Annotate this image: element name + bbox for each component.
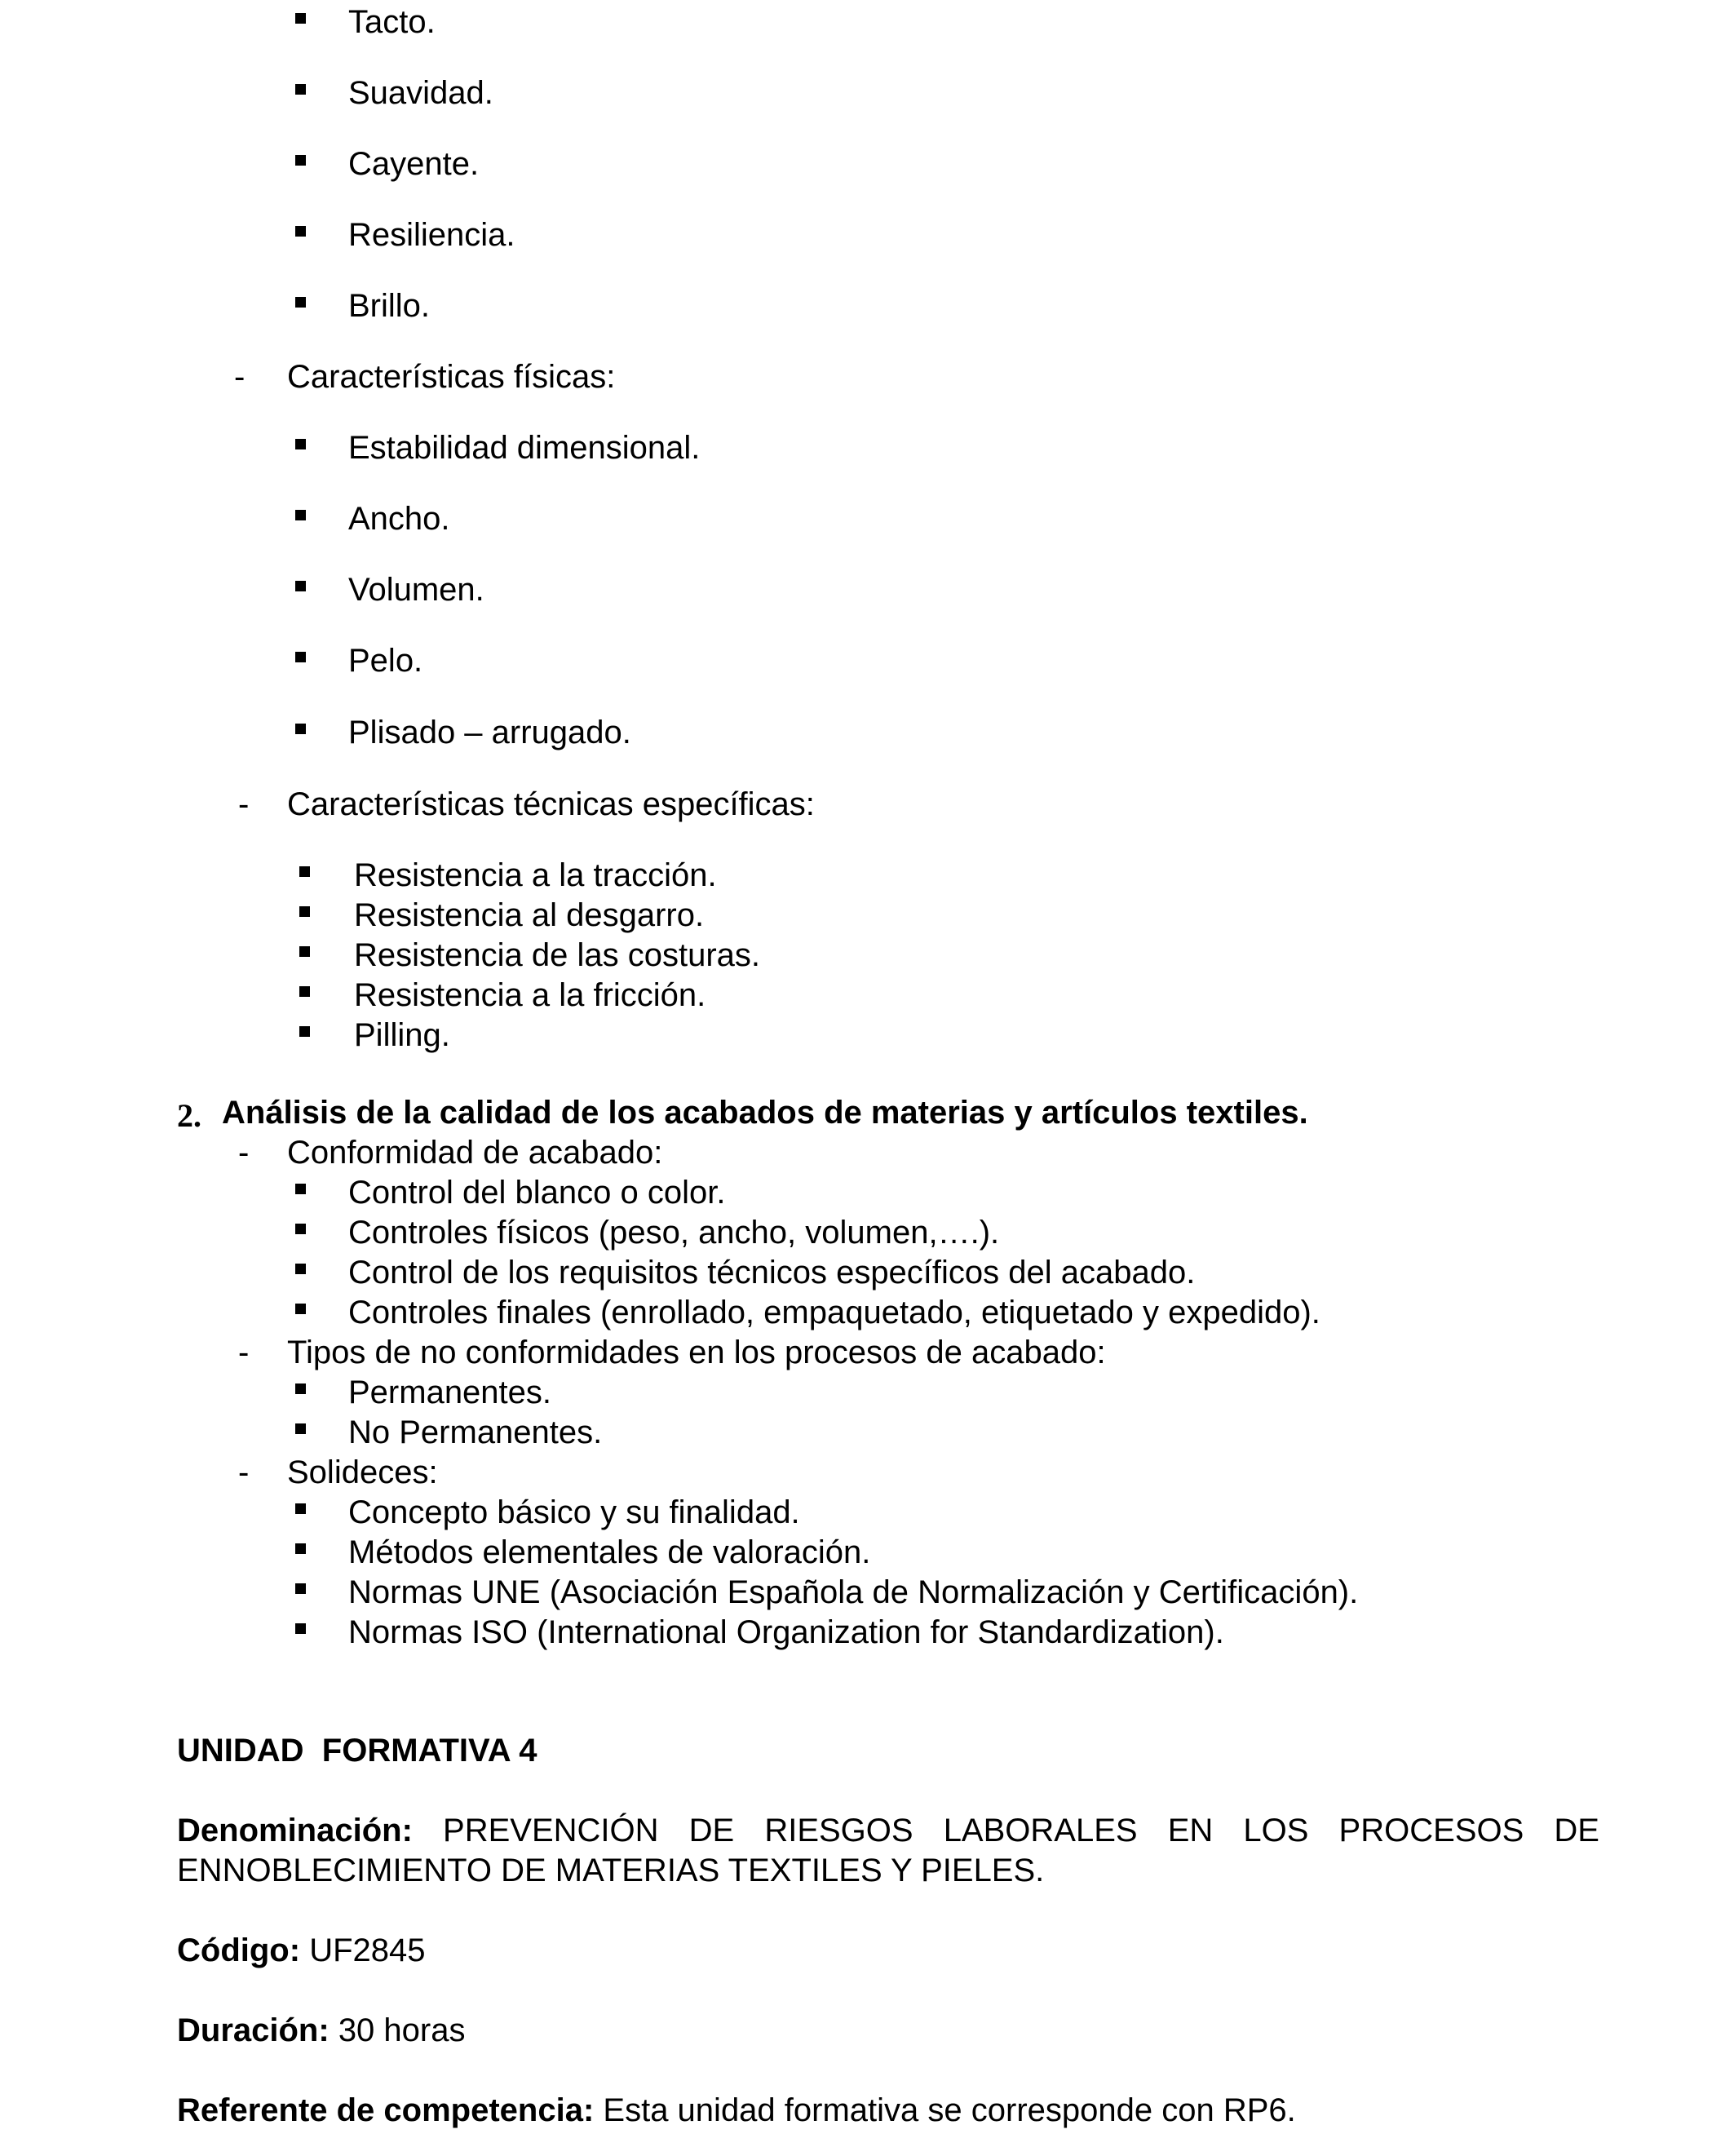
list-item: Resistencia al desgarro. [354, 897, 705, 933]
list-item: Resistencia de las costuras. [354, 937, 761, 973]
solideces-heading: Solideces: [287, 1454, 438, 1490]
duracion-line [177, 2014, 465, 2047]
noconf-heading: Tipos de no conformidades en los procesos de acabado: [287, 1335, 1106, 1370]
bullet-square-icon [295, 1583, 306, 1594]
bullet-square-icon [295, 155, 306, 166]
bullet-square-icon [295, 510, 306, 520]
denominacion-word: LABORALES [943, 1813, 1138, 1848]
denominacion-word: EN [1167, 1813, 1214, 1848]
bullet-square-icon [295, 1224, 306, 1234]
bullet-square-icon [295, 1423, 306, 1434]
denominacion-word: PROCESOS [1338, 1813, 1524, 1848]
list-item: Pelo. [348, 643, 423, 679]
list-item: Controles físicos (peso, ancho, volumen,….). [348, 1215, 1000, 1251]
bullet-square-icon [295, 84, 306, 95]
tecnicas-heading: Características técnicas específicas: [287, 786, 815, 822]
section-title: Análisis de la calidad de los acabados de materias y artículos textiles. [222, 1095, 1308, 1131]
list-item: Brillo. [348, 288, 431, 324]
bullet-square-icon [295, 1543, 306, 1554]
dash-marker: - [238, 1454, 250, 1490]
fisicas-heading: Características físicas: [287, 359, 616, 395]
denominacion-word: RIESGOS [764, 1813, 913, 1848]
denominacion-label: Denominación: [177, 1813, 413, 1848]
codigo-value: UF2845 [309, 1932, 426, 1968]
bullet-square-icon [299, 986, 310, 997]
list-item: Permanentes. [348, 1375, 552, 1410]
list-item: Métodos elementales de valoración. [348, 1534, 871, 1570]
bullet-square-icon [295, 1503, 306, 1514]
list-item: Volumen. [348, 572, 484, 608]
list-item: Normas UNE (Asociación Española de Normalización y Certificación). [348, 1574, 1359, 1610]
denominacion-word: PREVENCIÓN [443, 1813, 659, 1848]
denominacion-word: DE [1554, 1813, 1599, 1848]
bullet-square-icon [295, 724, 306, 734]
list-item: Concepto básico y su finalidad. [348, 1494, 800, 1530]
bullet-square-icon [295, 1304, 306, 1314]
bullet-square-icon [295, 226, 306, 237]
bullet-square-icon [299, 946, 310, 957]
bullet-square-icon [295, 1184, 306, 1194]
list-item: Control de los requisitos técnicos específicos del acabado. [348, 1255, 1196, 1291]
denominacion-word: DE [688, 1813, 735, 1848]
bullet-square-icon [295, 297, 306, 308]
denominacion-line-2: ENNOBLECIMIENTO DE MATERIAS TEXTILES Y PIELES. [177, 1853, 1045, 1888]
duracion-value: 30 horas [338, 2012, 466, 2048]
list-item: Tacto. [348, 4, 436, 40]
referente-value: Esta unidad formativa se corresponde con RP6. [603, 2092, 1296, 2128]
referente-line [177, 2094, 1296, 2127]
bullet-square-icon [299, 1026, 310, 1037]
unidad-title: UNIDAD FORMATIVA 4 [177, 1733, 537, 1769]
dash-marker: - [234, 359, 246, 395]
list-item: Resistencia a la tracción. [354, 857, 717, 893]
list-item: Resiliencia. [348, 217, 515, 253]
section-number: 2. [177, 1097, 201, 1134]
denominacion-word: LOS [1243, 1813, 1309, 1848]
bullet-square-icon [295, 1623, 306, 1634]
list-item: Pilling. [354, 1017, 450, 1053]
list-item: Resistencia a la fricción. [354, 977, 706, 1013]
referente-label: Referente de competencia: [177, 2092, 595, 2128]
denominacion-line-1 [177, 1814, 1599, 1847]
list-item: Normas ISO (International Organization for Standardization). [348, 1614, 1224, 1650]
list-item: Estabilidad dimensional. [348, 430, 701, 466]
list-item: Controles finales (enrollado, empaquetado, etiquetado y expedido). [348, 1295, 1320, 1330]
dash-marker: - [238, 1335, 250, 1370]
bullet-square-icon [295, 1383, 306, 1394]
list-item: Plisado – arrugado. [348, 715, 631, 750]
conformidad-heading: Conformidad de acabado: [287, 1135, 663, 1171]
codigo-line [177, 1934, 426, 1967]
list-item: Suavidad. [348, 75, 493, 111]
list-item: Control del blanco o color. [348, 1175, 726, 1211]
dash-marker: - [238, 786, 250, 822]
codigo-label: Código: [177, 1932, 301, 1968]
list-item: Cayente. [348, 146, 480, 182]
bullet-square-icon [299, 906, 310, 917]
bullet-square-icon [295, 581, 306, 591]
list-item: No Permanentes. [348, 1414, 603, 1450]
list-item: Ancho. [348, 501, 450, 537]
duracion-label: Duración: [177, 2012, 330, 2048]
bullet-square-icon [295, 439, 306, 449]
bullet-square-icon [295, 13, 306, 24]
bullet-square-icon [295, 1264, 306, 1274]
bullet-square-icon [299, 866, 310, 877]
bullet-square-icon [295, 652, 306, 662]
dash-marker: - [238, 1135, 250, 1171]
